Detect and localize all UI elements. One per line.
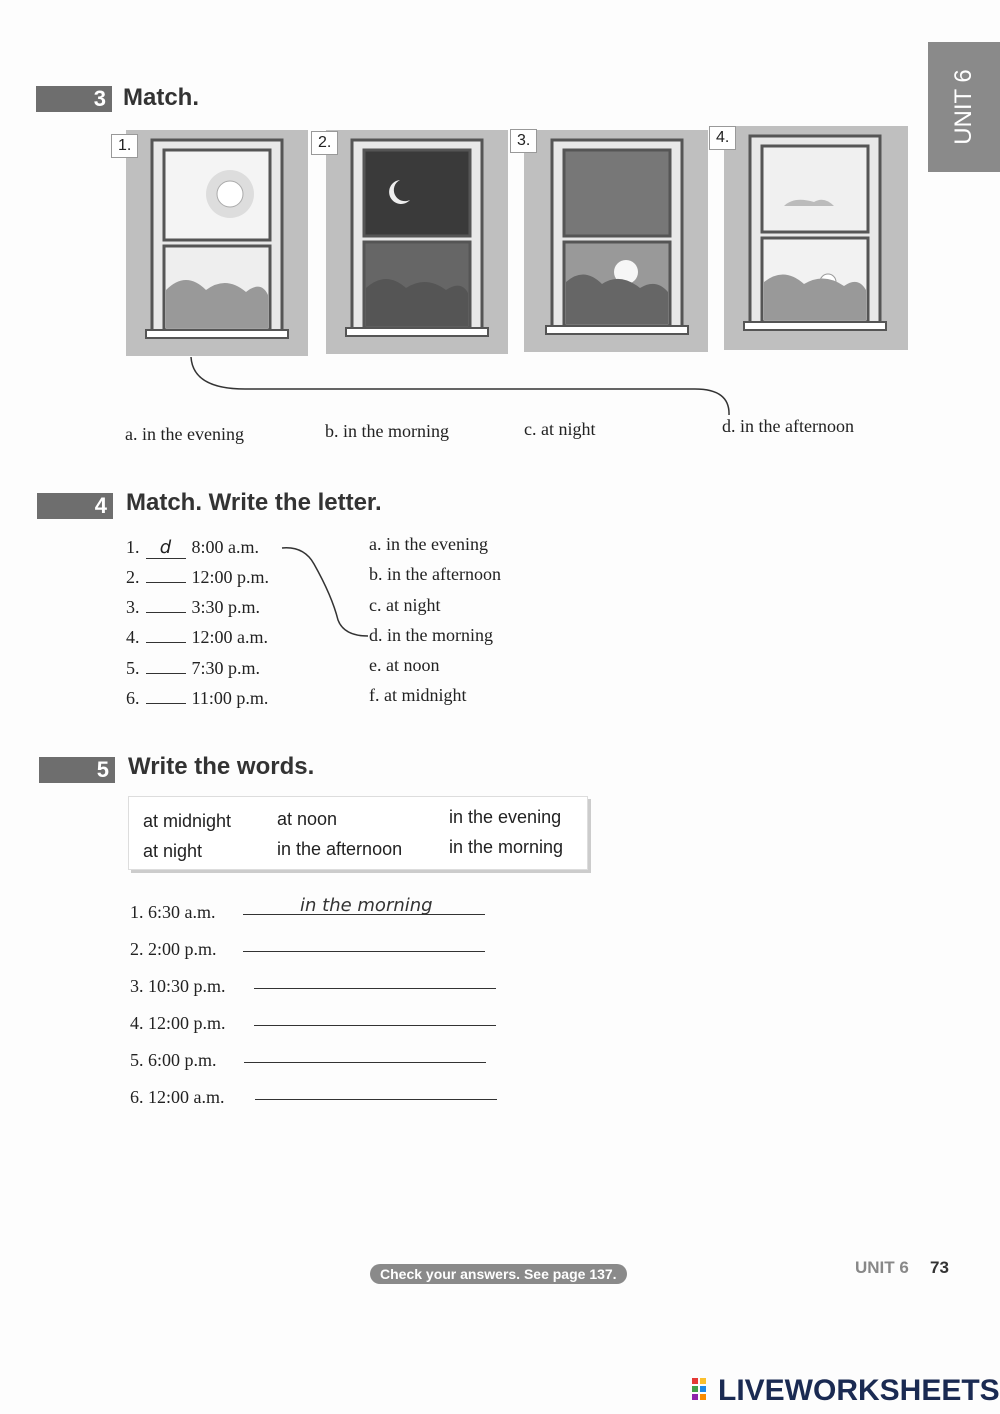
word-in-the-morning: in the morning: [449, 837, 564, 857]
unit-tab-label: UNIT 6: [950, 69, 977, 145]
section5-answer-line-2[interactable]: [243, 951, 485, 952]
unit-tab: [928, 42, 1000, 172]
window-1-art: [126, 130, 308, 356]
window-3-image: [524, 130, 708, 352]
window-2-number: 2.: [311, 131, 338, 155]
section4-option-a[interactable]: a. in the evening: [369, 534, 488, 554]
window-4-image: [724, 126, 908, 350]
section5-answer-line-5[interactable]: [244, 1062, 486, 1063]
answer-blank-1[interactable]: d: [146, 537, 186, 559]
section-5-title: Write the words.: [128, 753, 315, 780]
answer-blank-2[interactable]: [146, 582, 186, 583]
match-line-section4: [280, 540, 370, 640]
window-1-image: [126, 130, 308, 356]
word-bank: [128, 796, 588, 870]
section4-item-3: 3. 3:30 p.m.: [126, 597, 261, 617]
window-3-art: [524, 130, 708, 352]
section5-answer-1[interactable]: in the morning: [300, 895, 433, 916]
word-in-the-evening: in the evening: [449, 807, 562, 827]
section4-option-d[interactable]: d. in the morning: [369, 625, 493, 645]
section4-option-e[interactable]: e. at noon: [369, 655, 440, 675]
section-3-number: 3: [36, 86, 112, 112]
answer-blank-6[interactable]: [146, 703, 186, 704]
section4-option-b[interactable]: b. in the afternoon: [369, 564, 501, 584]
word-at-noon: at noon: [277, 809, 338, 829]
page-number: 73: [930, 1258, 949, 1277]
section3-option-d[interactable]: d. in the afternoon: [722, 416, 854, 436]
section4-item-5: 5. 7:30 p.m.: [126, 658, 261, 678]
window-4-number: 4.: [709, 126, 736, 150]
section5-item-4-label: 4. 12:00 p.m.: [130, 1013, 226, 1033]
word-at-night: at night: [143, 841, 203, 861]
section3-option-a[interactable]: a. in the evening: [125, 424, 244, 444]
window-3-number: 3.: [510, 129, 537, 153]
section-4-number: 4: [37, 493, 113, 519]
window-2-art: [326, 130, 508, 354]
section5-item-2-label: 2. 2:00 p.m.: [130, 939, 217, 959]
section4-item-4: 4. 12:00 a.m.: [126, 627, 268, 647]
section5-item-1-label: 1. 6:30 a.m.: [130, 902, 216, 922]
word-at-midnight: at midnight: [143, 811, 232, 831]
section4-option-f[interactable]: f. at midnight: [369, 685, 467, 705]
answer-blank-3[interactable]: [146, 612, 186, 613]
window-4-art: [724, 126, 908, 350]
match-line-section3: [185, 355, 745, 425]
section4-item-6: 6. 11:00 p.m.: [126, 688, 269, 708]
footer-unit: UNIT 6: [855, 1258, 909, 1277]
section4-item-2: 2. 12:00 p.m.: [126, 567, 270, 587]
section5-item-3-label: 3. 10:30 p.m.: [130, 976, 226, 996]
section5-item-6-label: 6. 12:00 a.m.: [130, 1087, 225, 1107]
window-2-image: [326, 130, 508, 354]
section-3-title: Match.: [123, 84, 200, 111]
section4-option-c[interactable]: c. at night: [369, 595, 441, 615]
section5-answer-line-6[interactable]: [255, 1099, 497, 1100]
brand-name[interactable]: LIVEWORKSHEETS: [718, 1374, 1000, 1407]
section-4-title: Match. Write the letter.: [126, 489, 382, 516]
window-1-number: 1.: [111, 134, 138, 158]
liveworksheets-logo-icon: [692, 1378, 714, 1402]
section5-answer-line-4[interactable]: [254, 1025, 496, 1026]
check-answers-note: Check your answers. See page 137.: [370, 1264, 627, 1284]
answer-blank-4[interactable]: [146, 642, 186, 643]
answer-blank-5[interactable]: [146, 673, 186, 674]
section3-option-b[interactable]: b. in the morning: [325, 421, 449, 441]
section4-item-1: 1. d 8:00 a.m.: [126, 537, 259, 558]
section5-answer-line-3[interactable]: [254, 988, 496, 989]
section3-option-c[interactable]: c. at night: [524, 419, 596, 439]
word-in-the-afternoon: in the afternoon: [277, 839, 403, 859]
section5-item-5-label: 5. 6:00 p.m.: [130, 1050, 217, 1070]
section-5-number: 5: [39, 757, 115, 783]
